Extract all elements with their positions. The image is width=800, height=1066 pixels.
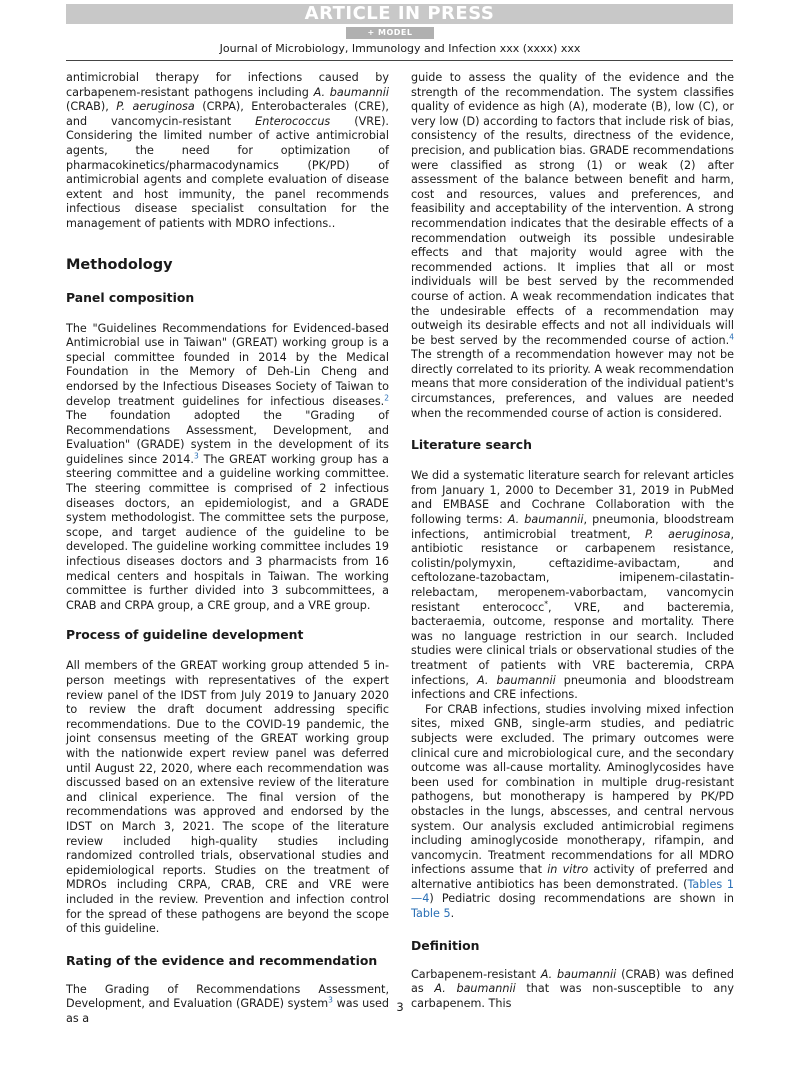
panel-composition-heading: Panel composition [66,289,195,305]
definition-heading: Definition [411,937,480,953]
literature-paragraph-2: For CRAB infections, studies involving mixed infection sites, mixed GNB, single-arm studies, and pediatric subjects were excluded. The primary outcomes were clinical cure and microbiological cure, and the secondary outcome was all-cause mortality. Aminoglycosides have been used for combination in multiple drug-resistant pathogens, but monotherapy is hampered by PK/PD obstacles in the lungs, abscesses, and central nervous system. Our analysis excluded antimicrobial regimens including aminoglycoside monotherapy, rifampin, and vancomycin. Treatment recommendations for all MDRO infections assume that in vitro activity of preferred and alternative antibiotics has been demonstrated. (Tables 1—4) Pediatric dosing recommendations are shown in Table 5. [411,702,735,921]
literature-paragraph-1: We did a systematic literature search for relevant articles from January 1, 2000 to December 31, 2019 in PubMed and EMBASE and Cochrane Collaboration with the following terms: A. baumannii, pneumonia, bloodstream infections, antimicrobial treatment, P. aeruginosa, antibiotic resistance or carbapenem resistance, colistin/polymyxin, ceftazidime-avibactam, and ceftolozane-tazobactam, imipenem-cilastatin-relebactam, meropenem-vaborbactam, vancomycin resistant enterococc*, VRE, and bacteremia, bacteraemia, outcome, response and mortality. There was no language restriction in our search. Included studies were clinical trials or observational studies of the treatment of patients with VRE bacteremia, CRPA infections, A. baumannii pneumonia and bloodstream infections and CRE infections. [411,469,734,702]
journal-title: Journal of Microbiology, Immunology and Infection xxx (xxxx) xxx [219,42,581,55]
right-column [411,71,734,1011]
methodology-heading: Methodology [66,256,173,273]
reference-link[interactable]: 2 [384,392,389,402]
process-paragraph: All members of the GREAT working group attended 5 in-person meetings with representatives of the expert review panel of the IDST from July 2019 to January 2020 to review the draft document addressing specific recommendations. Due to the COVID-19 pandemic, the joint consensus meeting of the GREAT working group with the nationwide expert review panel was deferred until August 22, 2020, where each recommendation was discussed based on an extensive review of the literature and clinical experience. The final version of the recommendations was approved and endorsed by the IDST on March 3, 2021. The scope of the literature review included high-quality studies including randomized controlled trials, observational studies and epidemiological reports. Studies on the treatment of MDROs including CRPA, CRAB, CRE and VRE were included in the review. Prevention and infection control for the spread of these pathogens are beyond the scope of this guideline. [66,659,389,936]
page-number: 3 [396,1000,404,1014]
rating-paragraph: The Grading of Recommendations Assessment, Development, and Evaluation (GRADE) system$^3$ was used as a [66,982,390,1025]
rating-heading: Rating of the evidence and recommendation [66,952,378,968]
reference-link[interactable]: 3 [328,995,333,1005]
left-column [66,71,389,1026]
table-5-link[interactable]: Table 5 [411,907,451,921]
panel-composition-paragraph: The "Guidelines Recommendations for Evidenced-based Antimicrobial use in Taiwan" (GREAT) working group is a special committee founded in 2014 by the Medical Foundation in the Memory of Deh-Lin Cheng and endorsed by the Infectious Diseases Society of Taiwan to develop treatment guidelines for infectious diseases.$^2$ The foundation adopted the "Grading of Recommendations Assessment, Development, and Evaluation" (GRADE) system in the development of its guidelines since 2014.$^3$ The GREAT working group has a steering committee and a guideline working committee. The steering committee is comprised of 2 infectious diseases doctors, an epidemiologist, and a GRADE system methodologist. The committee sets the purpose, scope, and target audience of the guideline to be developed. The guideline working committee includes 19 infectious diseases doctors and 3 pharmacists from 16 medical centers and hospitals in Taiwan. The working committee is further divided into 3 subcommittees, a CRAB and CRPA group, a CRE group, and a VRE group. [66,321,389,612]
intro-paragraph: antimicrobial therapy for infections caused by carbapenem-resistant pathogens including A. baumannii (CRAB), P. aeruginosa (CRPA), Enterobacterales (CRE), and vancomycin-resistant Enterococcus (VRE). Considering the limited number of active antimicrobial agents, the need for optimization of pharmacokinetics/pharmacodynamics (PK/PD) of antimicrobial agents and complete evaluation of disease extent and host immunity, the panel recommends infectious disease specialist consultation for the management of patients with MDRO infections.. [66,71,389,230]
process-heading: Process of guideline development [66,627,304,643]
literature-search-heading: Literature search [411,437,532,453]
reference-link[interactable]: 4 [729,331,734,341]
model-tag: + MODEL [346,27,434,39]
header-rule [66,60,733,61]
tables-link[interactable]: Tables 1—4 [411,877,735,906]
article-in-press-banner: ARTICLE IN PRESS [66,4,733,24]
grade-paragraph: guide to assess the quality of the evidence and the strength of the recommendation. The system classifies quality of evidence as high (A), moderate (B), low (C), or very low (D) according to factors that include risk of bias, consistency of the results, directness of the evidence, precision, and publication bias. GRADE recommendations were classified as strong (1) or weak (2) after assessment of the balance between benefit and harm, cost and resources, values and preferences, and feasibility and acceptability of the intervention. A strong recommendation indicates that the desirable effects of a recommendation outweigh its possible undesirable effects and that majority would agree with the recommended actions. It implies that all or most individuals will be best served by the recommended course of action. A weak recommendation indicates that the undesirable effects of a recommendation may outweigh its desirable effects and not all individuals will be best served by the recommended course of action.$^4$ The strength of a recommendation however may not be directly correlated to its priority. A weak recommendation means that more consideration of the individual patient's circumstances, preferences, and values are needed when the recommended course of action is considered. [411,71,734,420]
definition-paragraph: Carbapenem-resistant A. baumannii (CRAB) was defined as A. baumannii that was non-susceptible to any carbapenem. This [411,967,734,1010]
reference-link[interactable]: 3 [194,451,199,461]
